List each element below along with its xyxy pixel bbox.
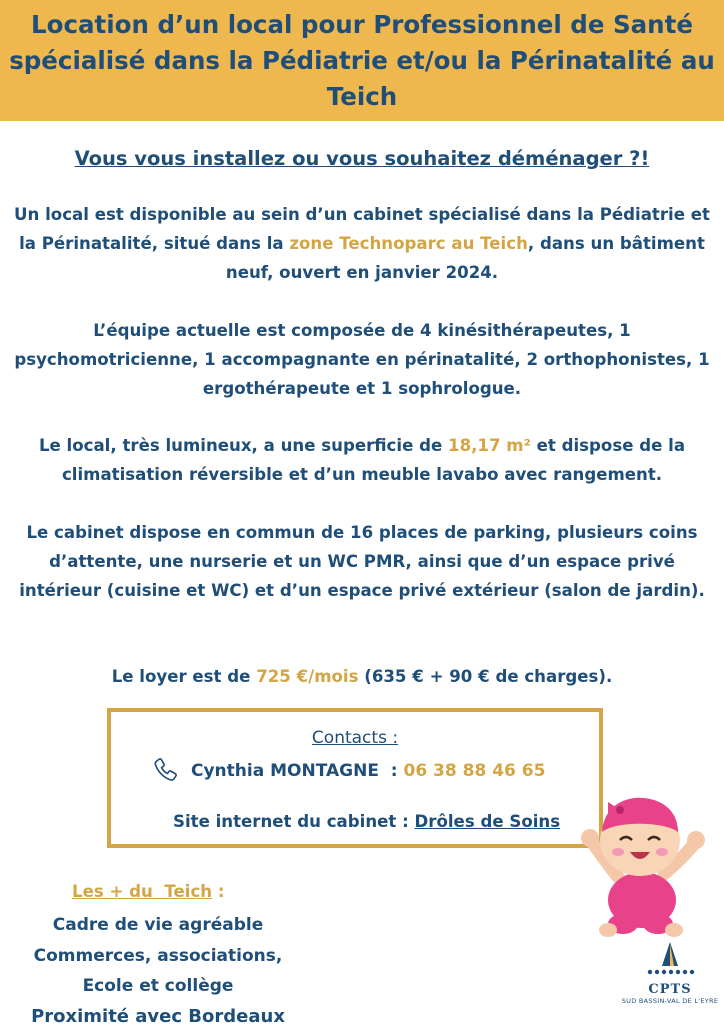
- header-banner: [0, 0, 724, 121]
- cpts-logo: [620, 940, 720, 1020]
- lighthouse-icon: [640, 940, 700, 976]
- plus-list: [10, 910, 306, 1032]
- surface-highlight: 18,17 m²: [448, 436, 531, 455]
- contact-name: Cynthia MONTAGNE :: [191, 761, 403, 781]
- list-item: Cadre de vie agréable: [10, 910, 306, 941]
- paragraph-location-end: , dans un bâtiment neuf, ouvert en janvier 2024.: [226, 234, 705, 282]
- site-row: [173, 812, 560, 831]
- page-title: Location d’un local pour Professionnel de Santé spécialisé dans la Pédiatrie et/ou la Périnatalité au Teich: [0, 7, 724, 115]
- headline: Vous vous installez ou vous souhaitez déménager ?!: [0, 147, 724, 170]
- paragraph-location: [10, 200, 714, 287]
- paragraph-rent: [10, 662, 714, 691]
- paragraph-shared-spaces: Le cabinet dispose en commun de 16 places de parking, plusieurs coins d’attente, une nurserie et un WC PMR, ainsi que d’un espace privé intérieur (cuisine et WC) et d’un espace privé extérieur (salon de jardin).: [10, 518, 714, 605]
- plus-title-suffix: :: [212, 882, 224, 901]
- paragraph-team: L’équipe actuelle est composée de 4 kinésithérapeutes, 1 psychomotricienne, 1 accompagnante en périnatalité, 2 orthophonistes, 1 ergothérapeute et 1 sophrologue.: [10, 316, 714, 403]
- location-highlight: zone Technoparc au Teich: [289, 234, 528, 253]
- rent-highlight: 725 €/mois: [256, 667, 358, 686]
- site-label: Site internet du cabinet :: [173, 812, 415, 831]
- paragraph-rent-text: Le loyer est de: [112, 667, 256, 686]
- paragraph-surface-end: et dispose de la climatisation réversible et d’un meuble lavabo avec rangement.: [62, 436, 685, 484]
- contact-box: [107, 708, 603, 848]
- plus-title: [72, 882, 225, 901]
- plus-title-label: Les + du Teich: [72, 882, 212, 901]
- logo-name: CPTS: [620, 982, 720, 997]
- site-link[interactable]: Drôles de Soins: [415, 812, 561, 831]
- paragraph-surface: [10, 431, 714, 489]
- paragraph-surface-text: Le local, très lumineux, a une superficie de: [39, 436, 448, 455]
- logo-subtitle: SUD BASSIN-VAL DE L'EYRE: [620, 997, 720, 1005]
- list-item: Ecole et collège: [10, 971, 306, 1002]
- baby-illustration: [568, 782, 714, 942]
- phone-number[interactable]: 06 38 88 46 65: [403, 761, 545, 781]
- list-item: Proximité avec Bordeaux: [10, 1002, 306, 1032]
- paragraph-rent-end: (635 € + 90 € de charges).: [358, 667, 612, 686]
- phone-icon: [151, 756, 181, 786]
- paragraph-location-text: Un local est disponible au sein d’un cabinet spécialisé dans la Pédiatrie et la Périnatalité, situé dans la: [14, 205, 710, 253]
- contacts-label: Contacts :: [111, 728, 599, 748]
- phone-row: [151, 756, 545, 786]
- list-item: Commerces, associations,: [10, 941, 306, 972]
